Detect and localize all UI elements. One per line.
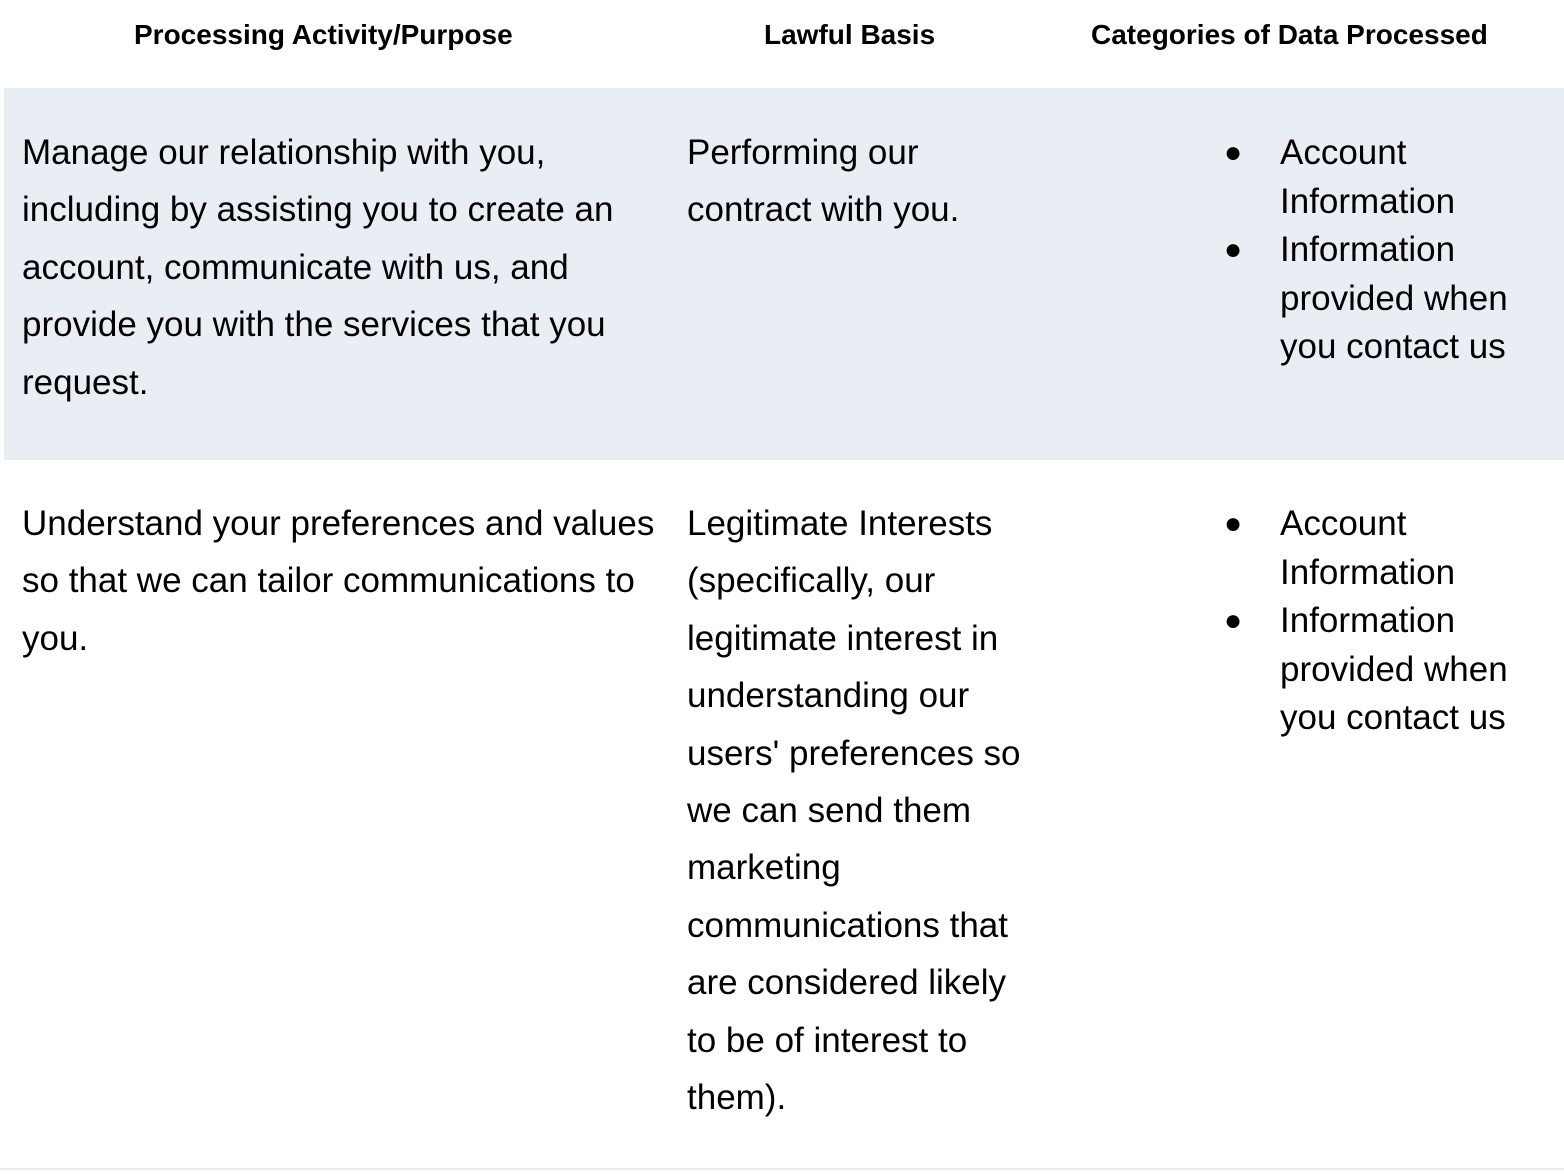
bullet-icon: ● <box>1223 507 1243 540</box>
bullet-icon: ● <box>1223 233 1243 266</box>
column-header-categories: Categories of Data Processed <box>1091 19 1488 50</box>
category-item <box>1218 500 1564 597</box>
purpose-cell: Manage our relationship with you, including by assisting you to create an account, communicate with us, and provide you with the services that you request. <box>22 133 614 402</box>
purpose-cell: Understand your preferences and values so that we can tailor communications to you. <box>22 504 655 658</box>
category-label: Information provided when you contact us <box>1280 601 1508 737</box>
category-item <box>1218 226 1564 372</box>
category-item <box>1218 597 1564 743</box>
table-header-row <box>0 0 1564 88</box>
table-row <box>4 88 1564 460</box>
bullet-icon: ● <box>1223 604 1243 637</box>
lawful-basis-cell: Performing our contract with you. <box>687 133 960 230</box>
category-label: Account Information <box>1280 133 1456 221</box>
category-label: Account Information <box>1280 504 1456 592</box>
categories-list <box>1218 500 1564 743</box>
bullet-icon: ● <box>1223 136 1243 169</box>
column-header-purpose: Processing Activity/Purpose <box>134 19 513 50</box>
categories-list <box>1218 129 1564 372</box>
table-bottom-divider <box>0 1168 1564 1170</box>
column-header-lawful-basis: Lawful Basis <box>764 19 936 50</box>
category-item <box>1218 129 1564 226</box>
lawful-basis-cell: Legitimate Interests (specifically, our legitimate interest in understanding our users' preferences so we can send them marketing communications that are considered likely to be of interest to them). <box>687 504 1021 1118</box>
table-row <box>4 460 1564 1170</box>
category-label: Information provided when you contact us <box>1280 230 1508 366</box>
